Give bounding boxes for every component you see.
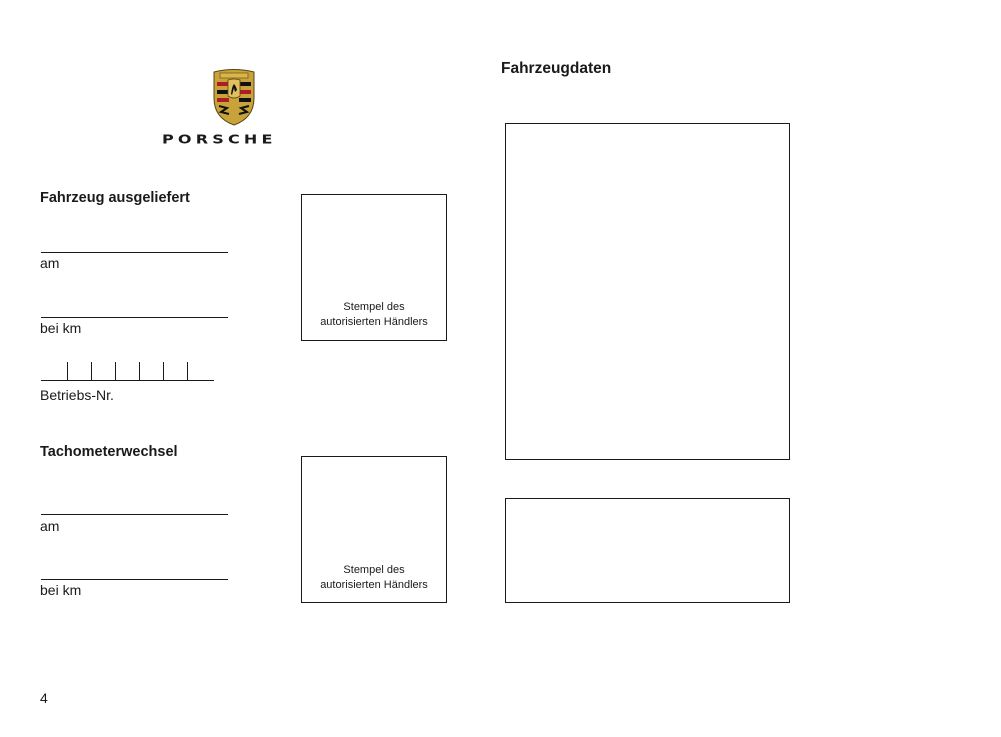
delivered-title: Fahrzeug ausgeliefert bbox=[40, 190, 190, 206]
stamp-label-line1: Stempel des bbox=[343, 301, 405, 313]
stamp-label-line1: Stempel des bbox=[343, 564, 405, 576]
vehicle-data-title: Fahrzeugdaten bbox=[501, 60, 612, 77]
delivered-stamp-box[interactable] bbox=[301, 194, 447, 341]
stamp-label-line2: autorisierten Händlers bbox=[320, 579, 428, 591]
delivered-km-line[interactable] bbox=[41, 317, 228, 318]
delivered-date-line[interactable] bbox=[41, 252, 228, 253]
porsche-logo bbox=[160, 68, 310, 148]
delivered-date-label: am bbox=[40, 255, 60, 271]
tacho-km-line[interactable] bbox=[41, 579, 228, 580]
stamp-label-line2: autorisierten Händlers bbox=[320, 316, 428, 328]
porsche-crest-icon bbox=[212, 68, 256, 126]
tacho-km-label: bei km bbox=[40, 582, 82, 598]
betriebs-nr-label: Betriebs-Nr. bbox=[40, 387, 114, 403]
vehicle-data-box[interactable] bbox=[505, 123, 790, 460]
tacho-stamp-box[interactable] bbox=[301, 456, 447, 603]
tacho-date-line[interactable] bbox=[41, 514, 228, 515]
porsche-wordmark: PORSCHE bbox=[162, 132, 277, 147]
betriebs-nr-field[interactable] bbox=[41, 360, 214, 382]
delivered-km-label: bei km bbox=[40, 320, 82, 336]
vehicle-data-secondary-box[interactable] bbox=[505, 498, 790, 603]
tacho-date-label: am bbox=[40, 518, 60, 534]
tacho-title: Tachometerwechsel bbox=[40, 444, 178, 460]
page-number: 4 bbox=[40, 690, 48, 706]
